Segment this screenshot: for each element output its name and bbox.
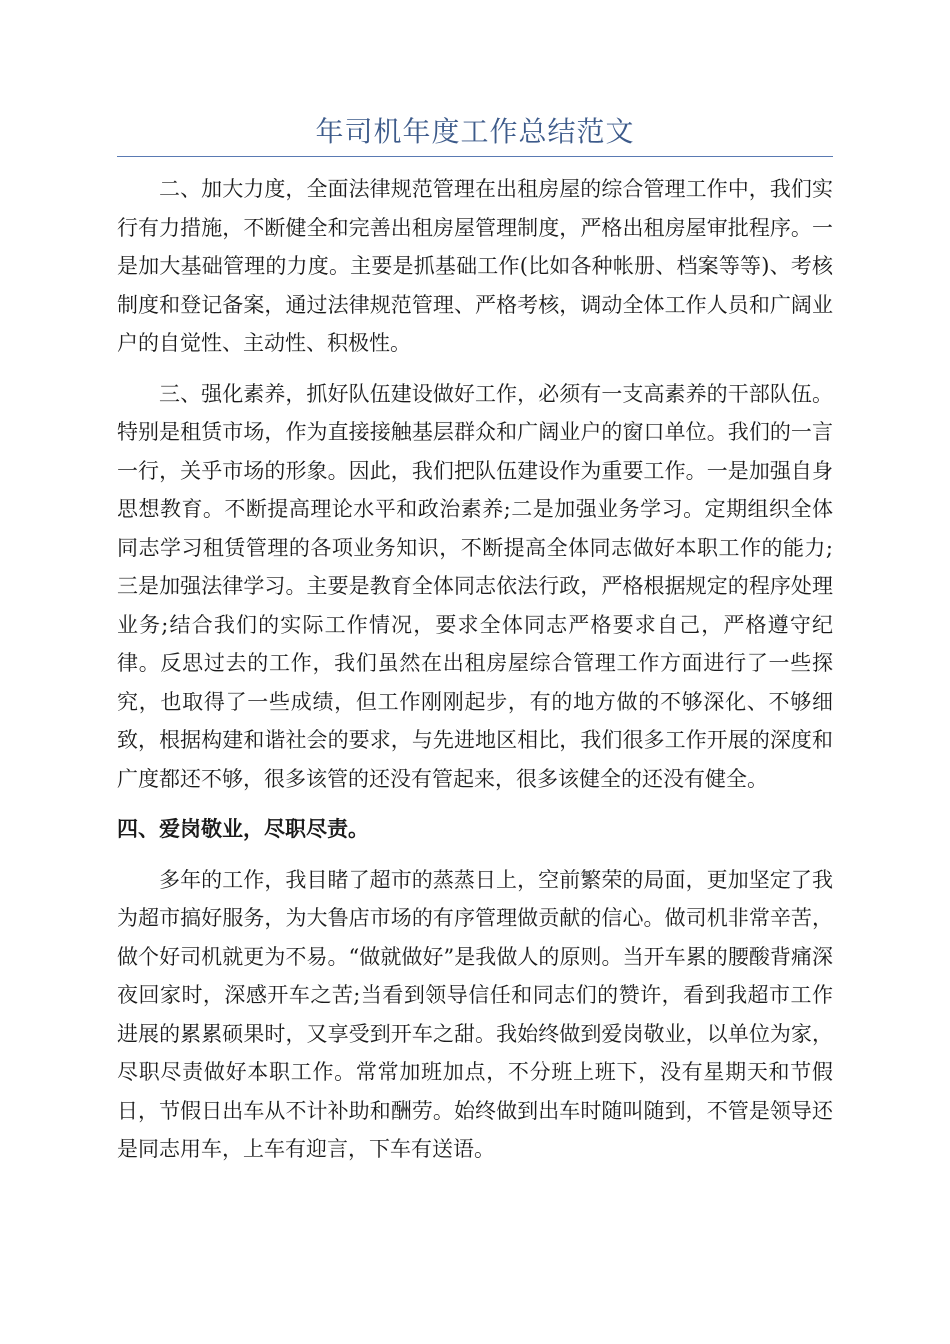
paragraph-section-2: 二、加大力度，全面法律规范管理在出租房屋的综合管理工作中，我们实行有力措施，不断健全和完善出租房屋管理制度，严格出租房屋审批程序。一是加大基础管理的力度。主要是抓基础工作(比如各种帐册、档案等等)、考核制度和登记备案，通过法律规范管理、严格考核，调动全体工作人员和广阔业户的自觉性、主动性、积极性。: [117, 177, 833, 355]
document-title: 年司机年度工作总结范文: [315, 115, 635, 148]
section-heading-4: 四、爱岗敬业，尽职尽责。: [117, 817, 369, 841]
document-body: [117, 170, 833, 1181]
paragraph-section-3: 三、强化素养，抓好队伍建设做好工作，必须有一支高素养的干部队伍。特别是租赁市场，作为直接接触基层群众和广阔业户的窗口单位。我们的一言一行，关乎市场的形象。因此，我们把队伍建设作为重要工作。一是加强自身思想教育。不断提高理论水平和政治素养;二是加强业务学习。定期组织全体同志学习租赁管理的各项业务知识，不断提高全体同志做好本职工作的能力;三是加强法律学习。主要是教育全体同志依法行政，严格根据规定的程序处理业务;结合我们的实际工作情况，要求全体同志严格要求自己，严格遵守纪律。反思过去的工作，我们虽然在出租房屋综合管理工作方面进行了一些探究，也取得了一些成绩，但工作刚刚起步，有的地方做的不够深化、不够细致，根据构建和谐社会的要求，与先进地区相比，我们很多工作开展的深度和广度都还不够，很多该管的还没有管起来，很多该健全的还没有健全。: [117, 381, 833, 791]
title-underline: [117, 156, 833, 157]
paragraph-section-4: 多年的工作，我目睹了超市的蒸蒸日上，空前繁荣的局面，更加坚定了我为超市搞好服务，为大鲁店市场的有序管理做贡献的信心。做司机非常辛苦，做个好司机就更为不易。“做就做好”是我做人的原则。当开车累的腰酸背痛深夜回家时，深感开车之苦;当看到领导信任和同志们的赞许，看到我超市工作进展的累累硕果时，又享受到开车之甜。我始终做到爱岗敬业，以单位为家，尽职尽责做好本职工作。常常加班加点，不分班上班下，没有星期天和节假日，节假日出车从不计补助和酬劳。始终做到出车时随叫随到，不管是领导还是同志用车，上车有迎言，下车有送语。: [117, 867, 833, 1161]
